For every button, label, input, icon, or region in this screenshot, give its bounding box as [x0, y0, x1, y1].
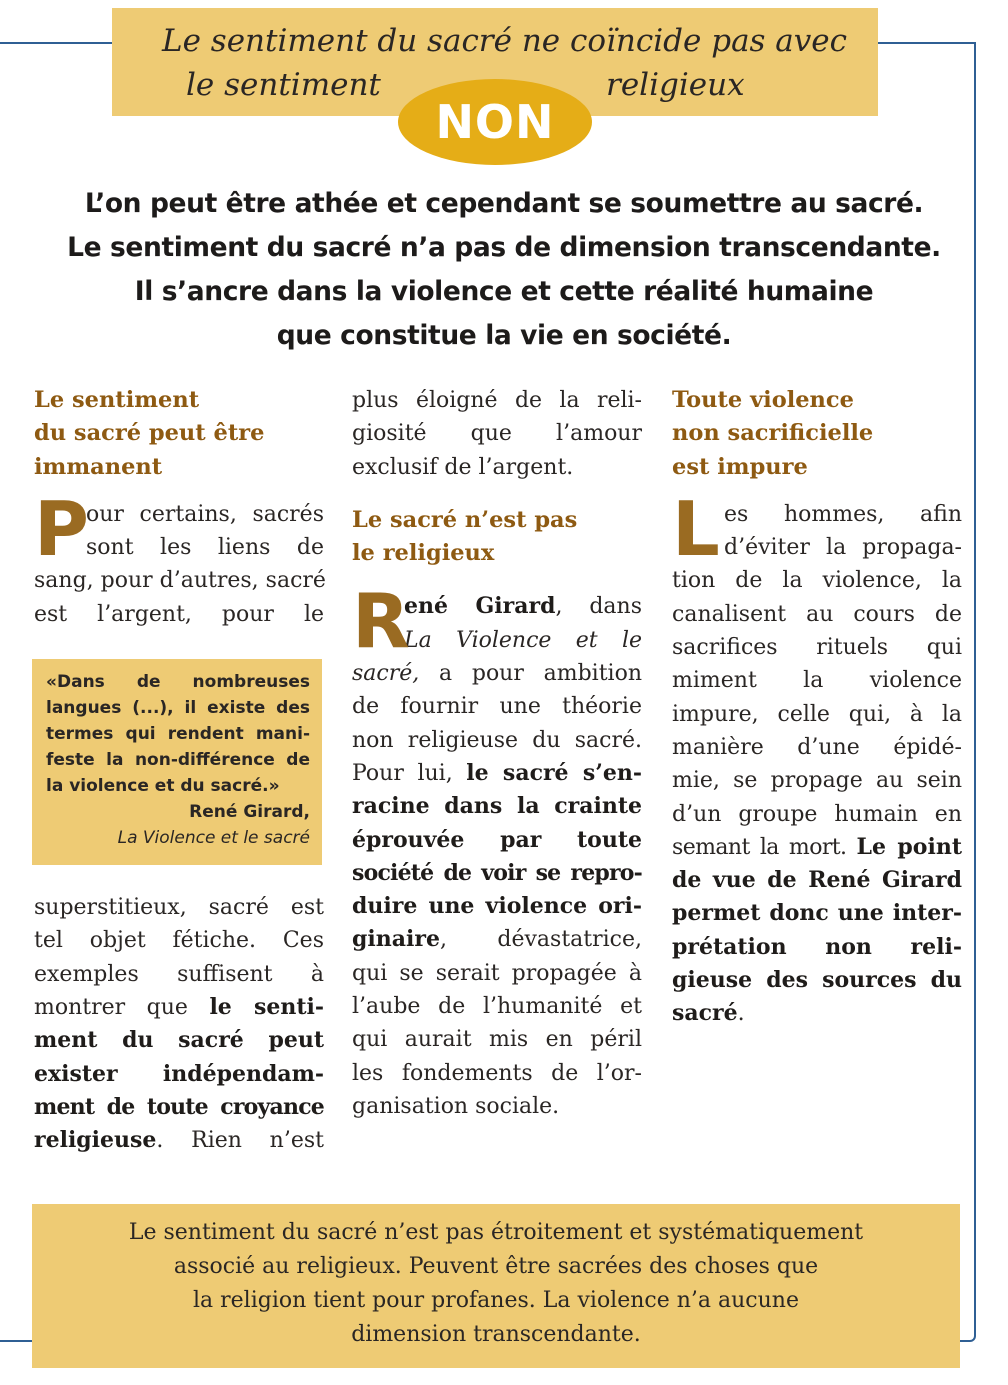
section-heading-religieux: Le sacré n’est pas le religieux	[352, 506, 578, 567]
quote-source: La Violence et le sacré	[117, 828, 310, 849]
column-1	[34, 384, 324, 1157]
summary-line: dimension transcendante.	[351, 1322, 641, 1347]
summary-line: associé au religieux. Peuvent être sacrées des choses que	[173, 1254, 819, 1279]
quote-box: «Dans de nombreuses langues (...), il existe des termes qui rendent mani- feste la non-différence de la violence et du sacré.» René Girard, La Violence et le sacré	[32, 659, 322, 865]
column-3	[672, 384, 962, 1031]
drop-cap: P	[34, 484, 89, 573]
verdict-badge: NON	[398, 79, 592, 165]
thesis-line: que constitue la vie en société.	[276, 320, 732, 351]
drop-cap: L	[672, 484, 720, 573]
column-2: plus éloigné de la reli- giosité que l’amour exclusif de l’argent. Le sacré n’est pas le religieux R ené Girard, dans La Violence et le sacré, a pour ambition de fournir une théorie non religieuse du sacré. Pour lui, le sacré s’en- racine dans la crainte éprouvée par toute société de voir se repro- duire une violence ori- ginaire, dévastatrice, qui se serait propagée à l’aube de l’humanité et qui aurait mis en péril les fondements de l’or- ganisation sociale.	[352, 384, 642, 1123]
title-line-2b: religieux	[606, 67, 745, 103]
paragraph-violence: L es hommes, afin d’éviter la propaga- tion de la violence, la canalisent au cours de sacrifices rituels qui miment la violence impure, celle qui, à la manière d’une épidé- mie, se propage au sein d’un groupe humain en semant la mort. Le point de vue de René Girard permet donc une inter- prétation non reli- gieuse des sources du sacré.	[672, 484, 962, 1027]
title-line-1: Le sentiment du sacré ne coïncide pas avec	[162, 23, 848, 59]
thesis-line: Il s’ancre dans la violence et cette réalité humaine	[134, 276, 874, 307]
paragraph-girard: R ené Girard, dans La Violence et le sacré, a pour ambition de fournir une théorie non religieuse du sacré. Pour lui, le sacré s’en- racine dans la crainte éprouvée par toute société de voir se repro- duire une violence ori- ginaire, dévastatrice, qui se serait propagée à l’aube de l’humanité et qui aurait mis en péril les fondements de l’or- ganisation sociale.	[352, 577, 642, 1119]
section-heading-violence: Toute violence non sacrificielle est impure	[672, 387, 874, 480]
summary-line: Le sentiment du sacré n’est pas étroitement et systématiquement	[128, 1220, 864, 1245]
summary-box	[32, 1204, 960, 1368]
summary-line: la religion tient pour profanes. La violence n’a aucune	[193, 1288, 799, 1313]
thesis	[20, 182, 988, 358]
title-line-2a: le sentiment	[186, 67, 381, 103]
quote-author: René Girard,	[189, 802, 310, 823]
paragraph-1: P our certains, sacrés sont les liens de sang, pour d’autres, sacré est l’argent, pour le	[34, 484, 326, 627]
section-heading-immanent: Le sentiment du sacré peut être immanent	[34, 387, 265, 480]
drop-cap: R	[352, 577, 410, 666]
thesis-line: L’on peut être athée et cependant se soumettre au sacré.	[84, 188, 924, 219]
thesis-line: Le sentiment du sacré n’a pas de dimension transcendante.	[67, 232, 941, 263]
paragraph-2: superstitieux, sacré est tel objet fétiche. Ces exemples suffisent à montrer que le senti- ment du sacré peut exister indépendam- ment de toute croyance religieuse. Rien n’est	[34, 895, 324, 1154]
